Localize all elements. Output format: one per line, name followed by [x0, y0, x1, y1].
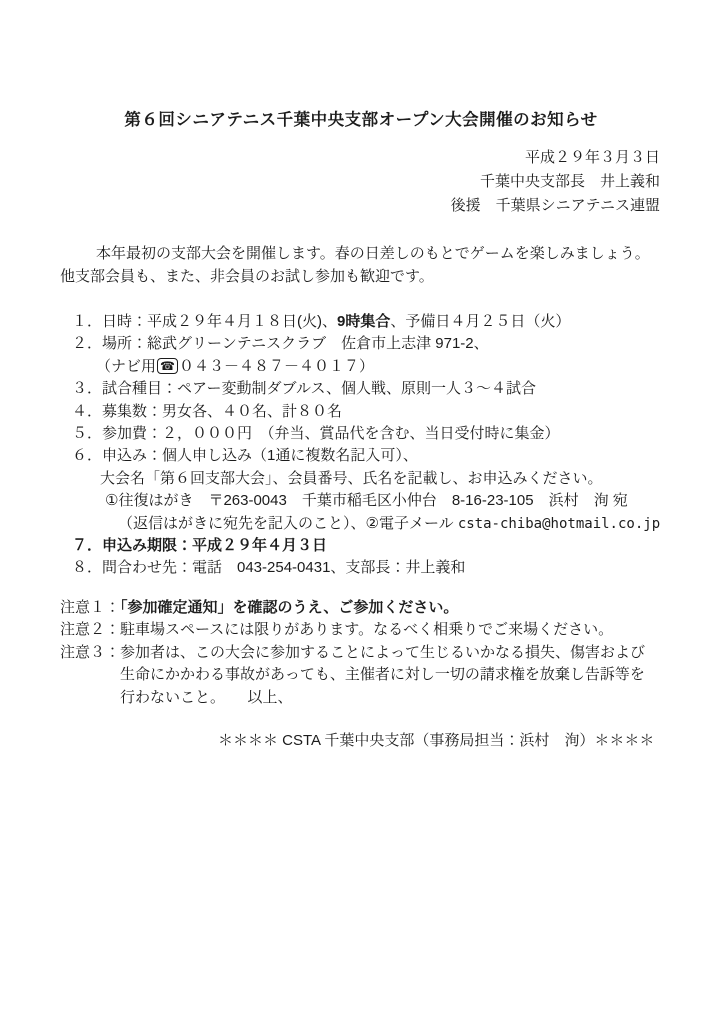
date-line: 平成２９年３月３日 — [524, 149, 660, 166]
item-2-nav-post: ０４３－４８７－４０１７） — [178, 357, 374, 375]
item-6-email-pre: （返信はがきに宛先を記入のこと）、②電子メール — [118, 514, 458, 532]
note-3 — [60, 642, 662, 709]
list-item-4: ４．募集数：男女各、４０名、計８０名 — [72, 402, 343, 420]
list-item-8: ８．問合わせ先：電話 043-254-0431、支部長：井上義和 — [72, 559, 466, 577]
page-title: 第６回シニアテニス千葉中央支部オープン大会開催のお知らせ — [124, 111, 598, 129]
note-3-line-1: 参加者は、この大会に参加することによって生じるいかなる損失、傷害および — [120, 643, 646, 661]
note-3-line-2: 生命にかかわる事故があっても、主催者に対し一切の請求権を放棄し告訴等を — [120, 666, 645, 684]
email-address: csta-chiba@hotmail.co.jp — [457, 515, 661, 532]
numbered-list — [60, 311, 662, 580]
intro-paragraph — [60, 242, 662, 288]
note-3-body — [120, 642, 645, 709]
item-2-nav-pre: （ナビ用 — [96, 357, 157, 375]
phone-icon: ☎ — [157, 358, 178, 374]
item-7-bold: ７．申込み期限：平成２９年４月３日 — [72, 537, 328, 555]
notes-block — [60, 597, 662, 709]
note-3-label: 注意３： — [60, 643, 121, 661]
list-item-5: ５．参加費：２，０００円 （弁当、賞品代を含む、当日受付時に集金） — [72, 425, 560, 443]
list-item-3: ３．試合種目：ペアー変動制ダブルス、個人戦、原則一人３～４試合 — [72, 380, 536, 398]
list-item-2: ２．場所：総武グリーンテニスクラブ 佐倉市上志津 971-2、 — [72, 335, 489, 353]
list-item-2-nav — [72, 356, 662, 378]
footer-signature: ＊＊＊＊ CSTA 千葉中央支部（事務局担当：浜村 洵）＊＊＊＊ — [218, 731, 655, 749]
note-1-bold: 「参加確定通知」を確認のうえ、ご参加ください。 — [120, 598, 459, 616]
list-item-6: ６．申込み：個人申し込み（1通に複数名記入可）、 — [72, 447, 418, 465]
item-1-bold: 9時集合 — [337, 313, 391, 330]
list-item-6-postcard: ①往復はがき 〒263-0043 千葉市稲毛区小仲台 8-16-23-105 浜村 洵 宛 — [105, 492, 628, 510]
list-item-1 — [72, 311, 662, 333]
note-1 — [60, 597, 662, 619]
signer-line: 千葉中央支部長 井上義和 — [479, 173, 660, 190]
note-2-label: 注意２： — [60, 621, 121, 639]
note-3-line-3: 行わないこと。 以上、 — [120, 688, 293, 706]
list-item-6-name: 大会名「第６回支部大会」、会員番号、氏名を記載し、お申込みください。 — [100, 469, 603, 487]
item-1-post: 、予備日４月２５日（火） — [390, 313, 571, 330]
intro-line-2: 他支部会員も、また、非会員のお試し参加も歓迎です。 — [60, 268, 434, 285]
list-item-6-email — [72, 513, 662, 535]
note-2 — [60, 619, 662, 641]
support-line: 後援 千葉県シニアテニス連盟 — [450, 197, 660, 214]
item-1-pre: １．日時：平成２９年４月１８日(火)、 — [72, 313, 337, 330]
note-2-text: 駐車場スペースには限りがあります。なるべく相乗りでご来場ください。 — [120, 621, 614, 639]
list-item-7 — [72, 535, 662, 557]
header-block — [60, 146, 662, 218]
note-1-label: 注意１： — [60, 598, 121, 616]
intro-line-1: 本年最初の支部大会を開催します。春の日差しのもとでゲームを楽しみましょう。 — [96, 245, 650, 262]
